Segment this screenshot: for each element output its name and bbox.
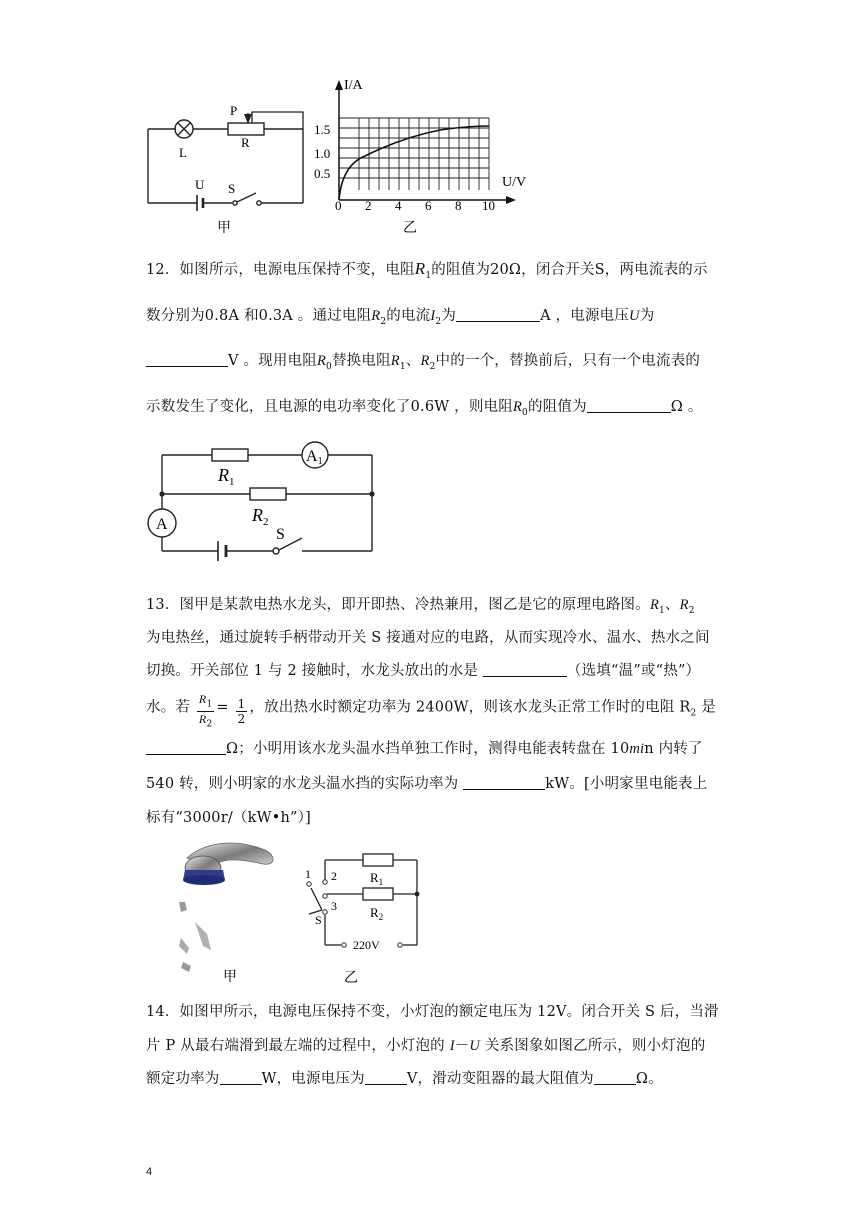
circuit-jia-figure: [140, 95, 310, 245]
q13-line-4: 水。若 $\frac{R_1}{R_2}$ = $\frac{1}{2}$ ，放出热水时额定功率为 2400W，则该水龙头正常工作时的电阻 $R_2$ 是: [146, 692, 716, 730]
q12-answer-blank-resistance[interactable]: [587, 398, 671, 413]
label-s: S: [276, 526, 285, 543]
label-r: R: [241, 135, 250, 150]
label-220v: 220V: [353, 938, 380, 952]
q14-answer-blank-power[interactable]: [220, 1070, 262, 1085]
y-tick-1-0: 1.0: [314, 146, 331, 161]
q14-line-3: 额定功率为 W，电源电压为 V，滑动变阻器的最大阻值为 Ω。: [146, 1071, 663, 1087]
y-tick-0-5: 0.5: [314, 166, 331, 181]
q12-circuit-figure: [140, 435, 390, 570]
caption-yi: 乙: [403, 221, 417, 236]
q14-answer-blank-voltage[interactable]: [365, 1070, 407, 1085]
page-number: 4: [146, 1166, 153, 1178]
caption-jia: 甲: [217, 221, 231, 236]
q14-line-2: 片 P 从最右端滑到最左端的过程中，小灯泡的 I－U 关系图象如图乙所示，则小灯泡的: [146, 1038, 706, 1054]
x-tick-10: 10: [482, 198, 495, 213]
caption-faucet-jia: 甲: [223, 970, 237, 985]
label-switch-s: S: [315, 913, 322, 927]
label-r2: $R_2$: [370, 905, 384, 922]
x-tick-6: 6: [425, 198, 432, 213]
label-a1: A1: [306, 448, 323, 467]
x-tick-4: 4: [395, 198, 402, 213]
q13-line-3: 切换。开关部位 1 与 2 接触时，水龙头放出的水是 （选填“温”或“热”）: [146, 663, 701, 679]
x-tick-8: 8: [455, 198, 462, 213]
caption-faucet-yi: 乙: [344, 971, 358, 986]
label-a: A: [156, 516, 168, 533]
label-contact-3: 3: [331, 899, 337, 913]
label-l: L: [179, 145, 187, 160]
faucet-image: [165, 838, 285, 988]
q13-line-1: 13．图甲是某款电热水龙头，即开即热、冷热兼用，图乙是它的原理电路图。$R_1$、$R_2$: [146, 597, 695, 616]
q13-answer-blank-power[interactable]: [463, 775, 545, 790]
iu-graph-yi-figure: [310, 72, 540, 242]
one-half-fraction: $\frac{1}{2}$: [237, 697, 246, 727]
label-contact-2: 2: [331, 869, 337, 883]
label-p: P: [230, 103, 238, 118]
x-tick-2: 2: [365, 198, 372, 213]
q13-line-5: Ω；小明用该水龙头温水挡单独工作时，测得电能表转盘在 10min 内转了: [146, 737, 703, 758]
q13-answer-blank-resistance[interactable]: [146, 740, 226, 755]
label-u: U: [195, 177, 205, 192]
label-s: S: [228, 181, 236, 196]
q12-line-2: 数分别为0.8A 和0.3A 。通过电阻$R_2$的电流$I_2$为 A ，电源电压U为: [146, 308, 655, 327]
x-tick-0: 0: [335, 198, 342, 213]
q13-line-7: 标有“3000r/（kW•h”）]: [146, 810, 311, 826]
r1-over-r2-fraction: $\frac{R_1}{R_2}$: [198, 692, 213, 730]
q12-line-3: V 。现用电阻$R_0$替换电阻$R_1$、$R_2$中的一个，替换前后，只有一个电流表的: [146, 349, 700, 372]
q12-answer-blank-current[interactable]: [456, 307, 540, 322]
x-axis-label: U/V: [502, 175, 527, 190]
label-r1: $R_1$: [218, 465, 235, 488]
label-r2: $R_2$: [252, 505, 269, 528]
q13-line-6: 540 转，则小明家的水龙头温水挡的实际功率为 kW。[小明家里电能表上: [146, 776, 708, 792]
label-contact-1: 1: [305, 867, 311, 881]
q13-line-2: 为电热丝，通过旋转手柄带动开关 S 接通对应的电路，从而实现冷水、温水、热水之间: [146, 630, 710, 646]
q12-line-4: 示数发生了变化，且电源的电功率变化了0.6W ，则电阻$R_0$的阻值为 Ω 。: [146, 399, 703, 418]
faucet-circuit-figure: [295, 850, 435, 990]
q14-answer-blank-resistance[interactable]: [594, 1070, 636, 1085]
q14-line-1: 14．如图甲所示，电源电压保持不变，小灯泡的额定电压为 12V。闭合开关 S 后，当滑: [146, 1004, 719, 1020]
q12-answer-blank-voltage[interactable]: [146, 352, 228, 367]
q12-line-1: 12．如图所示，电源电压保持不变，电阻$R_1$的阻值为20Ω，闭合开关S，两电流表的示: [146, 259, 708, 281]
q13-answer-blank-water-type[interactable]: [483, 662, 567, 677]
y-axis-label: I/A: [344, 78, 363, 93]
label-r1: $R_1$: [370, 870, 384, 887]
y-tick-1-5: 1.5: [314, 122, 331, 137]
